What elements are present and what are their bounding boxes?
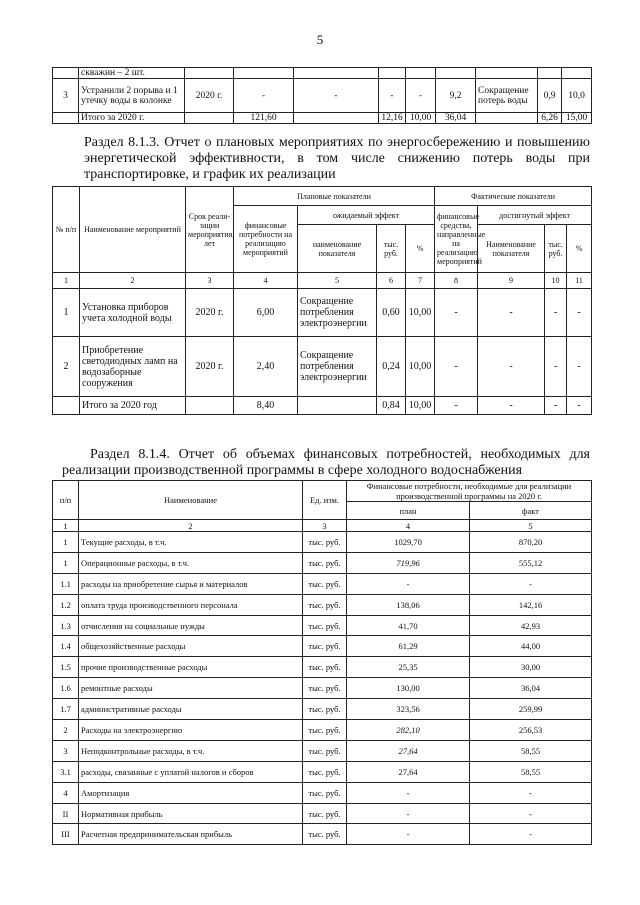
col-tr2-header: тыс. руб. <box>545 225 567 273</box>
cell-pct: 10,00 <box>406 397 435 415</box>
cell-name: оплата труда производственного персонала <box>79 594 303 615</box>
cell-pct2: - <box>567 397 592 415</box>
cell-fact: - <box>470 573 592 594</box>
cell-c10: 6,26 <box>538 113 562 124</box>
cell-c10 <box>538 68 562 79</box>
column-number: 3 <box>303 520 347 532</box>
cell-term <box>186 397 234 415</box>
cell-fact: 142,16 <box>470 594 592 615</box>
cell-plan: 1029,70 <box>347 532 470 553</box>
table-8-1-4 <box>52 480 592 845</box>
cell-c3 <box>185 113 234 124</box>
cell-plan: 41,70 <box>347 615 470 636</box>
cell-unit: тыс. руб. <box>303 803 347 824</box>
cell-tr: 0,24 <box>377 337 406 397</box>
cell-plan: 138,06 <box>347 594 470 615</box>
cell-n: 3.1 <box>53 761 79 782</box>
cell-unit: тыс. руб. <box>303 720 347 741</box>
cell-ind: Сокращение потребления электроэнергии <box>298 337 377 397</box>
page-number: 5 <box>316 32 324 47</box>
cell-n: 3 <box>53 79 79 113</box>
cell-name: Амортизация <box>79 782 303 803</box>
col-fin-actual-header: финансовые средства, направленные на реализацию мероприятий <box>435 206 478 273</box>
col-name-header: Наименование <box>79 481 303 520</box>
cell-c6: - <box>379 79 406 113</box>
cell-c8: 9,2 <box>436 79 476 113</box>
table-row <box>53 636 592 657</box>
cell-term: 2020 г. <box>186 337 234 397</box>
col-ind-name-header: наименование показателя <box>298 225 377 273</box>
cell-n <box>53 113 79 124</box>
cell-n: 1 <box>53 532 79 553</box>
cell-pct2: - <box>567 337 592 397</box>
cell-name: Операционные расходы, в т.ч. <box>79 552 303 573</box>
column-number: 11 <box>567 273 592 289</box>
col-unit-header: Ед. изм. <box>303 481 347 520</box>
cell-fa: - <box>435 289 478 337</box>
cell-c3: 2020 г. <box>185 79 234 113</box>
cell-name: Устранили 2 порыва и 1 утечку воды в колонке <box>79 79 185 113</box>
cell-n: 1.1 <box>53 573 79 594</box>
cell-fact: 555,12 <box>470 552 592 573</box>
cell-name: Текущие расходы, в т.ч. <box>79 532 303 553</box>
cell-plan: 323,56 <box>347 699 470 720</box>
cell-fact: 259,99 <box>470 699 592 720</box>
column-number: 8 <box>435 273 478 289</box>
cell-fact: 44,00 <box>470 636 592 657</box>
cell-name: административные расходы <box>79 699 303 720</box>
cell-name: Установка приборов учета холодной воды <box>80 289 186 337</box>
column-number: 6 <box>377 273 406 289</box>
table-row <box>53 68 592 79</box>
actual-header: Фактические показатели <box>435 187 592 206</box>
column-number: 7 <box>406 273 435 289</box>
cell-c4: - <box>234 79 294 113</box>
cell-n: 2 <box>53 720 79 741</box>
col-tr-header: тыс. руб. <box>377 225 406 273</box>
cell-c6 <box>379 68 406 79</box>
table-row <box>53 552 592 573</box>
continued-table <box>52 67 592 124</box>
table-row <box>53 573 592 594</box>
table-row <box>53 678 592 699</box>
cell-fact: 30,00 <box>470 657 592 678</box>
cell-ind2: - <box>478 337 545 397</box>
table-row <box>53 337 592 397</box>
cell-n: 1.2 <box>53 594 79 615</box>
cell-c10: 0,9 <box>538 79 562 113</box>
cell-c5: - <box>294 79 379 113</box>
cell-unit: тыс. руб. <box>303 761 347 782</box>
table-row <box>53 720 592 741</box>
cell-fa: - <box>435 337 478 397</box>
cell-c9: Сокращение потерь воды <box>476 79 538 113</box>
cell-plan: - <box>347 573 470 594</box>
cell-c7: - <box>406 79 436 113</box>
table-row <box>53 532 592 553</box>
col-num-header: № п/п <box>53 187 80 273</box>
cell-name: Итого за 2020 год <box>80 397 186 415</box>
table-row <box>53 761 592 782</box>
cell-name: скважин – 2 шт. <box>79 68 185 79</box>
cell-plan: 282,10 <box>347 720 470 741</box>
cell-ind2: - <box>478 397 545 415</box>
cell-plan: - <box>347 824 470 845</box>
cell-n: 1.6 <box>53 678 79 699</box>
cell-fact: 58,55 <box>470 740 592 761</box>
cell-n <box>53 68 79 79</box>
cell-plan: 27,64 <box>347 740 470 761</box>
table-row <box>53 824 592 845</box>
cell-name: Итого за 2020 г. <box>79 113 185 124</box>
cell-c9 <box>476 113 538 124</box>
cell-n: 1 <box>53 552 79 573</box>
cell-n: II <box>53 803 79 824</box>
cell-ind: Сокращение потребления электроэнергии <box>298 289 377 337</box>
cell-ind2: - <box>478 289 545 337</box>
cell-pct: 10,00 <box>406 289 435 337</box>
cell-name: Расчетная предпринимательская прибыль <box>79 824 303 845</box>
cell-tr: 0,84 <box>377 397 406 415</box>
column-number: 4 <box>234 273 298 289</box>
table-row <box>53 699 592 720</box>
cell-name: прочие производственные расходы <box>79 657 303 678</box>
cell-unit: тыс. руб. <box>303 615 347 636</box>
cell-c4 <box>234 68 294 79</box>
cell-c7 <box>406 68 436 79</box>
cell-c4: 121,60 <box>234 113 294 124</box>
cell-tr: 0,60 <box>377 289 406 337</box>
col-term-header: Срок реали-зации мероприятия, лет <box>186 187 234 273</box>
table-row <box>53 803 592 824</box>
table-row <box>53 397 592 415</box>
cell-name: Нормативная прибыль <box>79 803 303 824</box>
cell-name: Приобретение светодиодных ламп на водозаборные сооружения <box>80 337 186 397</box>
cell-plan: 719,96 <box>347 552 470 573</box>
cell-unit: тыс. руб. <box>303 782 347 803</box>
cell-name: Неподконтрольные расходы, в т.ч. <box>79 740 303 761</box>
cell-tr2: - <box>545 289 567 337</box>
cell-n: 1.4 <box>53 636 79 657</box>
cell-fact: - <box>470 824 592 845</box>
cell-name: общехозяйственные расходы <box>79 636 303 657</box>
cell-c11: 15,00 <box>562 113 592 124</box>
cell-name: ремонтные расходы <box>79 678 303 699</box>
cell-unit: тыс. руб. <box>303 636 347 657</box>
col-pct-header: % <box>406 225 435 273</box>
col-fin-header: финансовые потребности на реализацию мероприятий <box>234 206 298 273</box>
cell-fin: 6,00 <box>234 289 298 337</box>
cell-unit: тыс. руб. <box>303 532 347 553</box>
table-row <box>53 782 592 803</box>
column-number: 1 <box>53 520 79 532</box>
col-num-header: п/п <box>53 481 79 520</box>
cell-c11: 10,0 <box>562 79 592 113</box>
cell-plan: 61,29 <box>347 636 470 657</box>
cell-tr2: - <box>545 397 567 415</box>
cell-plan: 130,00 <box>347 678 470 699</box>
cell-c5 <box>294 68 379 79</box>
column-number: 4 <box>347 520 470 532</box>
cell-name: расходы, связанные с уплатой налогов и сборов <box>79 761 303 782</box>
cell-c8: 36,04 <box>436 113 476 124</box>
cell-unit: тыс. руб. <box>303 573 347 594</box>
column-number: 3 <box>186 273 234 289</box>
col-pct2-header: % <box>567 225 592 273</box>
cell-n: 1 <box>53 289 80 337</box>
table-row <box>53 657 592 678</box>
cell-unit: тыс. руб. <box>303 740 347 761</box>
col-name-header: Наименование мероприятий <box>80 187 186 273</box>
cell-pct2: - <box>567 289 592 337</box>
cell-fact: 256,53 <box>470 720 592 741</box>
cell-unit: тыс. руб. <box>303 824 347 845</box>
cell-unit: тыс. руб. <box>303 678 347 699</box>
cell-c8 <box>436 68 476 79</box>
cell-fact: - <box>470 803 592 824</box>
cell-n: III <box>53 824 79 845</box>
column-number: 2 <box>80 273 186 289</box>
cell-fin: 2,40 <box>234 337 298 397</box>
cell-unit: тыс. руб. <box>303 657 347 678</box>
cell-c6: 12,16 <box>379 113 406 124</box>
cell-n <box>53 397 80 415</box>
table-row <box>53 289 592 337</box>
column-number: 10 <box>545 273 567 289</box>
section-8-1-4-heading: Раздел 8.1.4. Отчет об объемах финансовых потребностей, необходимых для реализации производственной программы в сфере холодного водоснабжения <box>62 447 590 478</box>
col-fact-header: факт <box>470 502 592 520</box>
cell-n: 1.5 <box>53 657 79 678</box>
table-8-1-3 <box>52 186 592 415</box>
table-row <box>53 594 592 615</box>
cell-plan: 27,64 <box>347 761 470 782</box>
cell-ind <box>298 397 377 415</box>
achieved-effect-header: достигнутый эффект <box>478 206 592 225</box>
cell-fact: 58,55 <box>470 761 592 782</box>
planned-header: Плановые показатели <box>234 187 435 206</box>
col-ind-name2-header: Наименование показателя <box>478 225 545 273</box>
cell-name: отчисления на социальные нужды <box>79 615 303 636</box>
column-number: 1 <box>53 273 80 289</box>
cell-plan: - <box>347 782 470 803</box>
column-number: 5 <box>470 520 592 532</box>
cell-n: 3 <box>53 740 79 761</box>
cell-name: расходы на приобретение сырья и материалов <box>79 573 303 594</box>
cell-n: 2 <box>53 337 80 397</box>
cell-plan: - <box>347 803 470 824</box>
cell-c3 <box>185 68 234 79</box>
cell-n: 1.3 <box>53 615 79 636</box>
cell-c11 <box>562 68 592 79</box>
cell-unit: тыс. руб. <box>303 594 347 615</box>
cell-unit: тыс. руб. <box>303 552 347 573</box>
cell-pct: 10,00 <box>406 337 435 397</box>
expected-effect-header: ожидаемый эффект <box>298 206 435 225</box>
cell-n: 4 <box>53 782 79 803</box>
cell-fa: - <box>435 397 478 415</box>
cell-fin: 8,40 <box>234 397 298 415</box>
column-number: 2 <box>79 520 303 532</box>
cell-c7: 10,00 <box>406 113 436 124</box>
column-number: 9 <box>478 273 545 289</box>
cell-c5 <box>294 113 379 124</box>
cell-fact: 870,20 <box>470 532 592 553</box>
cell-c9 <box>476 68 538 79</box>
cell-name: Расходы на электроэнергию <box>79 720 303 741</box>
cell-fact: 36,04 <box>470 678 592 699</box>
cell-fact: - <box>470 782 592 803</box>
table-row <box>53 79 592 113</box>
cell-tr2: - <box>545 337 567 397</box>
cell-n: 1.7 <box>53 699 79 720</box>
cell-plan: 25,35 <box>347 657 470 678</box>
cell-fact: 42,93 <box>470 615 592 636</box>
cell-term: 2020 г. <box>186 289 234 337</box>
table-row <box>53 113 592 124</box>
column-number: 5 <box>298 273 377 289</box>
cell-unit: тыс. руб. <box>303 699 347 720</box>
table-row <box>53 615 592 636</box>
col-plan-header: план <box>347 502 470 520</box>
table-row <box>53 740 592 761</box>
section-8-1-3-heading: Раздел 8.1.3. Отчет о плановых мероприятиях по энергосбережению и повышению энергетической эффективности, в том числе снижению потерь воды при транспортировке, и график их реализации <box>84 135 590 182</box>
needs-header: Финансовые потребности, необходимые для реализации производственной программы на 2020 г. <box>347 481 592 502</box>
